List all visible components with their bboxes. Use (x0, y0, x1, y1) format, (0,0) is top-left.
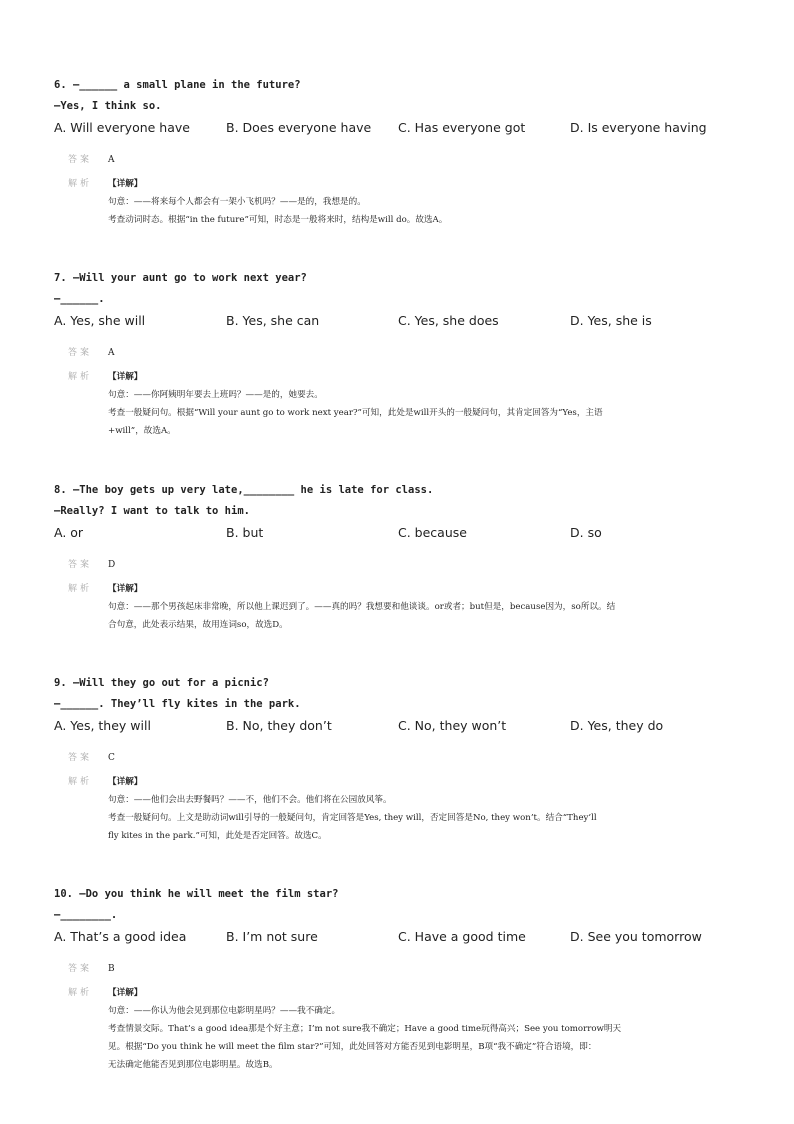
answer-label: 答案 (68, 348, 93, 358)
analysis-line: 句意：——你阿姨明年要去上班吗？——是的，她要去。 (108, 390, 323, 400)
option-c: C. Yes, she does (398, 313, 499, 328)
answer-block (68, 151, 754, 229)
analysis-line: 考查动词时态。根据“in the future”可知，时态是一般将来时，结构是will do。故选A。 (108, 215, 448, 225)
question-stem-line: —________. (54, 909, 118, 921)
analysis-line: 【详解】 (108, 777, 143, 787)
answer-value: C (108, 753, 115, 763)
option-a: A. Yes, they will (54, 718, 151, 733)
option-a: A. Yes, she will (54, 313, 146, 328)
answer-block (68, 344, 754, 440)
question-stem-line: —Really? I want to talk to him. (54, 505, 250, 517)
analysis-line: 句意：——他们会出去野餐吗？——不，他们不会。他们将在公园放风筝。 (108, 795, 392, 805)
option-d: D. See you tomorrow (570, 929, 702, 944)
answer-value: A (108, 348, 115, 358)
option-d: D. Yes, they do (570, 718, 664, 733)
option-b: B. Does everyone have (226, 120, 372, 135)
option-b: B. No, they don’t (226, 718, 332, 733)
answer-value: A (108, 155, 115, 165)
question-7 (54, 268, 754, 440)
options-row (54, 715, 754, 737)
question-6 (54, 75, 754, 229)
question-stem-line: 9. —Will they go out for a picnic? (54, 677, 269, 689)
answer-label: 答案 (68, 964, 93, 974)
answer-label: 答案 (68, 753, 93, 763)
analysis-line: fly kites in the park.”可知，此处是否定回答。故选C。 (108, 831, 327, 841)
question-stem-line: 10. —Do you think he will meet the film star? (54, 888, 339, 900)
answer-block (68, 556, 754, 634)
analysis-label: 解析 (68, 988, 93, 998)
question-stem-line: 8. —The boy gets up very late,________ he is late for class. (54, 484, 434, 496)
analysis-label: 解析 (68, 584, 93, 594)
option-d: D. so (570, 525, 602, 540)
question-stem-line: —Yes, I think so. (54, 100, 162, 112)
option-c: C. Have a good time (398, 929, 526, 944)
answer-value: B (108, 964, 115, 974)
option-b: B. but (226, 525, 264, 540)
options-row (54, 926, 754, 948)
analysis-line: 句意：——你认为他会见到那位电影明星吗？——我不确定。 (108, 1006, 341, 1016)
analysis-line: 【详解】 (108, 372, 143, 382)
analysis-line: 无法确定他能否见到那位电影明星。故选B。 (108, 1060, 278, 1070)
option-c: C. Has everyone got (398, 120, 526, 135)
option-d: D. Yes, she is (570, 313, 652, 328)
analysis-line: 句意：——将来每个人都会有一架小飞机吗？——是的，我想是的。 (108, 197, 366, 207)
analysis-label: 解析 (68, 179, 93, 189)
question-9 (54, 673, 754, 845)
analysis-line: +will”，故选A。 (108, 426, 176, 436)
analysis-line: 【详解】 (108, 584, 143, 594)
analysis-line: 【详解】 (108, 179, 143, 189)
analysis-line: 考查一般疑问句。上文是助动词will引导的一般疑问句，肯定回答是Yes, they will，否定回答是No, they won’t。结合“They’ll (108, 813, 597, 823)
analysis-line: 句意：——那个男孩起床非常晚，所以他上课迟到了。——真的吗？我想要和他谈谈。or或者；but但是，because因为，so所以。结 (108, 602, 616, 612)
answer-block (68, 749, 754, 845)
options-row (54, 522, 754, 544)
question-10 (54, 884, 754, 1074)
analysis-line: 考查情景交际。That’s a good idea那是个好主意；I’m not sure我不确定；Have a good time玩得高兴；See you tomorrow明天 (108, 1024, 622, 1034)
analysis-line: 见。根据“Do you think he will meet the film star?”可知，此处回答对方能否见到电影明星，B项“我不确定”符合语境，即： (108, 1042, 597, 1052)
answer-label: 答案 (68, 155, 93, 165)
answer-block (68, 960, 754, 1074)
analysis-label: 解析 (68, 777, 93, 787)
question-8 (54, 480, 754, 634)
options-row (54, 117, 754, 139)
option-d: D. Is everyone having (570, 120, 707, 135)
question-stem-line: —______. (54, 293, 105, 305)
option-c: C. because (398, 525, 467, 540)
option-b: B. Yes, she can (226, 313, 320, 328)
analysis-line: 【详解】 (108, 988, 143, 998)
question-stem-line: 7. —Will your aunt go to work next year? (54, 272, 307, 284)
option-a: A. That’s a good idea (54, 929, 187, 944)
analysis-line: 合句意，此处表示结果，故用连词so，故选D。 (108, 620, 288, 630)
analysis-line: 考查一般疑问句。根据“Will your aunt go to work next year?”可知，此处是will开头的一般疑问句，其肯定回答为“Yes，主语 (108, 408, 603, 418)
option-c: C. No, they won’t (398, 718, 507, 733)
option-b: B. I’m not sure (226, 929, 318, 944)
question-stem-line: —______. They’ll fly kites in the park. (54, 698, 301, 710)
question-stem-line: 6. —______ a small plane in the future? (54, 79, 301, 91)
answer-label: 答案 (68, 560, 93, 570)
answer-value: D (108, 560, 116, 570)
analysis-label: 解析 (68, 372, 93, 382)
options-row (54, 310, 754, 332)
option-a: A. Will everyone have (54, 120, 190, 135)
option-a: A. or (54, 525, 84, 540)
